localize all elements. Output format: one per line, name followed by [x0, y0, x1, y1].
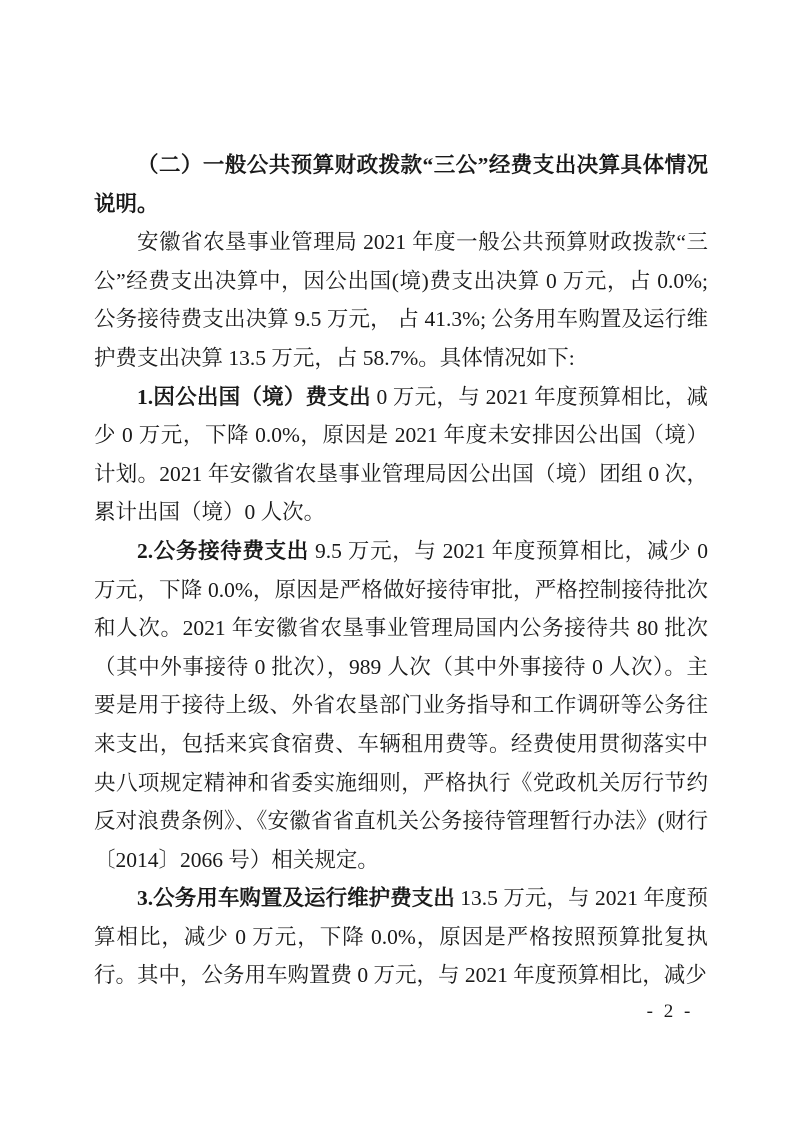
- paragraph-item-1-lead: 1.因公出国（境）费支出: [137, 384, 371, 409]
- document-body: [94, 146, 708, 995]
- paragraph-item-2-lead: 2.公务接待费支出: [137, 538, 309, 563]
- paragraph-item-1-text: 0 万元，与 2021 年度预算相比，减少 0 万元，下降 0.0%，原因是 2021 年度未安排因公出国（境）计划。2021 年安徽省农垦事业管理局因公出国（境）团组 0 次，累计出国（境）0 人次。: [94, 384, 708, 525]
- section-heading-text: （二）一般公共预算财政拨款“三公”经费支出决算具体情况说明。: [94, 153, 708, 216]
- paragraph-overview: [94, 223, 708, 377]
- paragraph-item-3-text: 13.5 万元，与 2021 年度预算相比，减少 0 万元，下降 0.0%，原因是严格按照预算批复执行。其中，公务用车购置费 0 万元，与 2021 年度预算相比，减少: [94, 886, 708, 988]
- paragraph-item-1-abroad-expense: [94, 378, 708, 532]
- paragraph-item-3-vehicle-expense: [94, 879, 708, 995]
- section-heading: [94, 146, 708, 223]
- paragraph-item-2-reception-expense: [94, 532, 708, 879]
- paragraph-overview-text: 安徽省农垦事业管理局 2021 年度一般公共预算财政拨款“三公”经费支出决算中，因公出国(境)费支出决算 0 万元，占 0.0%; 公务接待费支出决算 9.5 万元， 占 41.3%; 公务用车购置及运行维护费支出决算 13.5 万元，占 58.7%。具体情况如下:: [94, 230, 708, 370]
- paragraph-item-2-text: 9.5 万元，与 2021 年度预算相比，减少 0 万元，下降 0.0%，原因是严格做好接待审批，严格控制接待批次和人次。2021 年安徽省农垦事业管理局国内公务接待共 80 批次（其中外事接待 0 批次），989 人次（其中外事接待 0 人次）。主要是用于接待上级、外省农垦部门业务指导和工作调研等公务往来支出，包括来宾食宿费、车辆租用费等。经费使用贯彻落实中央八项规定精神和省委实施细则，严格执行《党政机关厉行节约反对浪费条例》、《安徽省省直机关公务接待管理暂行办法》(财行〔2014〕2066 号）相关规定。: [94, 538, 708, 872]
- paragraph-item-3-lead: 3.公务用车购置及运行维护费支出: [137, 886, 455, 911]
- page-number: - 2 -: [646, 1001, 694, 1022]
